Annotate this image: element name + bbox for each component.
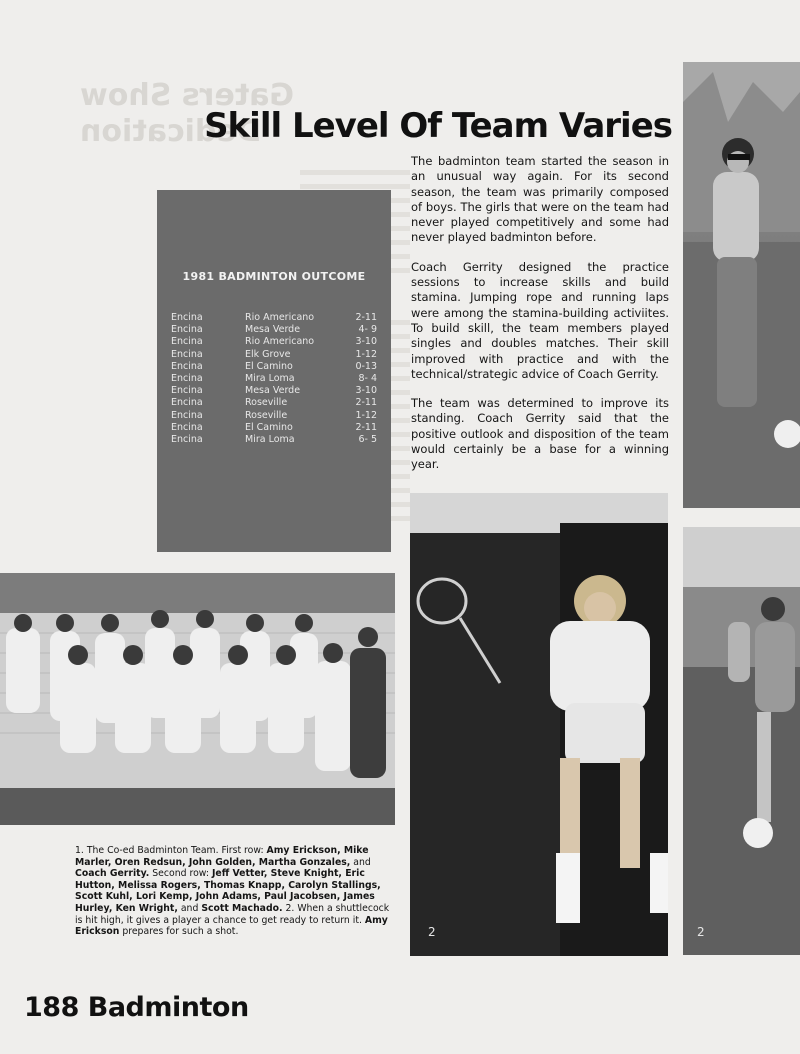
outcome-score: 2-11 — [355, 421, 377, 433]
article-body — [411, 154, 669, 487]
caption-names: Amy Erickson — [75, 914, 388, 938]
outcome-team: Encina — [171, 409, 203, 421]
outcome-row — [171, 324, 377, 336]
outcome-score: 3-10 — [355, 385, 377, 397]
caption-text: 1. The Co-ed Badminton Team. First row: — [75, 845, 267, 856]
photo-player-kicking — [683, 527, 800, 955]
outcome-title: 1981 BADMINTON OUTCOME — [182, 270, 366, 283]
outcome-opponent: Elk Grove — [245, 348, 291, 360]
outcome-score: 2-11 — [355, 397, 377, 409]
outcome-opponent: Mesa Verde — [245, 324, 301, 336]
outcome-opponent: El Camino — [245, 421, 293, 433]
photo-team — [0, 573, 395, 825]
outcome-team: Encina — [171, 348, 203, 360]
outcome-team: Encina — [171, 373, 203, 385]
photo-team-illustration — [0, 573, 395, 825]
outcome-score: 1-12 — [355, 409, 377, 421]
outcome-row — [171, 397, 377, 409]
caption-names: Amy Erickson, Mike Marler, Oren Redsun, John Golden, Martha Gonzales, — [75, 845, 369, 868]
outcome-row — [171, 349, 377, 361]
outcome-row — [171, 410, 377, 422]
outcome-score: 0-13 — [355, 360, 377, 372]
outcome-box — [157, 190, 391, 552]
outcome-opponent: Mira Loma — [245, 434, 295, 446]
outcome-score: 6- 5 — [358, 434, 377, 446]
outcome-opponent: Mira Loma — [245, 373, 295, 385]
outcome-opponent: El Camino — [245, 360, 293, 372]
outcome-team: Encina — [171, 360, 203, 372]
photo-number: 2 — [697, 925, 705, 939]
bleed-through-heading: Gaters Show Dedication — [80, 78, 294, 149]
photo-kicking-illustration — [683, 527, 800, 955]
outcome-row — [171, 434, 377, 446]
caption-text: Second row: — [149, 868, 212, 880]
article-paragraph: Coach Gerrity designed the practice sessions to increase skills and build stamina. Jumping rope and running laps were among the stamina-building activiites. To build skill, the team members played singles and doubles matches. Their skill improved with practice and with the technical/strategic advice of Coach Gerrity. — [411, 259, 669, 381]
outcome-row — [171, 312, 377, 324]
outcome-score: 8- 4 — [358, 373, 377, 385]
article-paragraph: The badminton team started the season in an unusual way again. For its second season, the team was primarily composed of boys. The girls that were on the team had never played competitively and some had never played badminton before. — [411, 154, 669, 245]
outcome-table — [171, 312, 377, 446]
outcome-row — [171, 336, 377, 348]
outcome-row — [171, 361, 377, 373]
photo-caption — [75, 845, 393, 938]
caption-text: 2. When a shuttlecock is hit high, it gives a player a chance to get ready to return it. — [75, 902, 390, 926]
outcome-score: 2-11 — [355, 312, 377, 323]
photo-number: 2 — [428, 925, 436, 939]
outcome-opponent: Rio Americano — [245, 312, 315, 323]
outcome-opponent: Roseville — [245, 409, 288, 421]
page-footer: 188 Badminton — [24, 992, 249, 1023]
caption-text: and — [350, 856, 371, 868]
outcome-opponent: Roseville — [245, 397, 288, 409]
outcome-score: 3-10 — [355, 336, 377, 348]
outcome-score: 4- 9 — [358, 324, 377, 336]
outcome-opponent: Mesa Verde — [245, 385, 301, 397]
caption-names: Scott Machado. — [201, 902, 283, 914]
outcome-row — [171, 422, 377, 434]
photo-player-standing — [683, 62, 800, 508]
outcome-team: Encina — [171, 336, 203, 348]
outcome-team: Encina — [171, 324, 203, 336]
outcome-team: Encina — [171, 312, 203, 323]
outcome-team: Encina — [171, 421, 203, 433]
photo-standing-illustration — [683, 62, 800, 508]
caption-text: and — [177, 902, 202, 914]
caption-text: prepares for such a shot. — [119, 926, 239, 938]
caption-names: Jeff Vetter, Steve Knight, Eric Hutton, Melissa Rogers, Thomas Knapp, Carolyn Stallings, Scott Kuhl, Lori Kemp, John Adams, Paul Jacobsen, James Hurley, Ken Wright, — [75, 868, 381, 914]
outcome-opponent: Rio Americano — [245, 336, 315, 348]
outcome-team: Encina — [171, 434, 203, 446]
article-paragraph: The team was determined to improve its standing. Coach Gerrity said that the positive outlook and disposition of the team would certainly be a base for a winning year. — [411, 396, 669, 472]
outcome-row — [171, 385, 377, 397]
outcome-team: Encina — [171, 397, 203, 409]
photo-player-illustration — [410, 493, 668, 956]
page-title: Skill Level Of Team Varies — [204, 106, 672, 146]
outcome-team: Encina — [171, 385, 203, 397]
caption-names: Coach Gerrity. — [75, 868, 150, 880]
outcome-score: 1-12 — [355, 348, 377, 360]
photo-player-racket — [410, 493, 668, 956]
outcome-row — [171, 373, 377, 385]
